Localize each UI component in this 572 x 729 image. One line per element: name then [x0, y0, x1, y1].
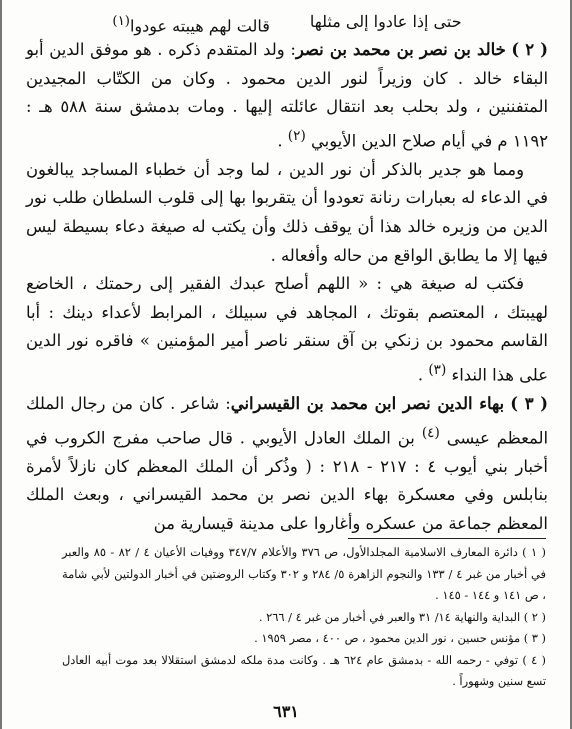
entry-text: : ولد المتقدم ذكره . هو موفق الدين أبو البقاء خالد . كان وزيراً لنور الدين محمود . وكان من الكتّاب المجيدين المتفننين ، ولد بحلب بعد انتقال عائلته إليها . ومات بدمشق سنة ٥٨٨ هـ : ١١٩٢ م في أيام صلاح الدين الأيوبي: [26, 40, 549, 151]
entry-text: : شاعر . كان من رجال الملك المعظم عيسى: [26, 394, 549, 448]
prayer-text: « اللهم أصلح عبدك الفقير إلى رحمتك ، الخاضع لهيبتك ، المعتصم بقوتك ، المجاهد في سبيلك ، المرابط لأعداء دينك : أبا القاسم محمود بن زنكي بن آق سنقر ناصر أمير المؤمنين » فاقره نور الدين على هذا النداء: [26, 274, 548, 385]
footnote-ref: (٤): [421, 424, 440, 441]
prayer-intro: فكتب له صيغة هي :: [376, 274, 525, 294]
entry-3-paragraph: [26, 390, 548, 538]
anecdote-paragraph: ومما هو جدير بالذكر أن نور الدين ، لما وجد أن خطباء المساجد يبالغون في الدعاء له بعبارات رنانة تعودوا أن يتقربوا بها إلى قلوب السلطان طلب نور الدين من وزيره خالد هذا أن يوقف ذلك وأن يكتب له صيغة دعاء بسيطة ليس فيها إلا ما يطابق الواقع من حاله وأفعاله .: [26, 159, 548, 265]
entry-name: خالد بن نصر بن محمد بن نصر: [295, 40, 506, 59]
entry-name: بهاء الدين نصر ابن محمد بن القيسراني: [230, 394, 505, 414]
verse-hemistich-2: قالت لهم هيبته عودوا$^{(١)}$: [112, 14, 270, 36]
footnote-ref: (٢): [287, 127, 306, 144]
entry-text-continued: بن الملك العادل الأيوبي . قال صاحب مفرج الكروب في أخبار بني أيوب ٤ : ٢١٧ - ٢١٨ : ( وذُكر أن الملك المعظم كان نازلاً لأمرة بنابلس وفي معسكرة بهاء الدين نصر بن محمد القيسراني ، وبعث الملك المعظم جماعة من عسكره وأغاروا على مدينة قيسارية من: [26, 428, 548, 533]
main-text: [26, 8, 548, 539]
footnote-ref: (٣): [428, 362, 447, 378]
footnotes: [62, 542, 546, 693]
footnote-2: ( ٢ ) البداية والنهاية ١٤/ ٣١ والعبر في أخبار من غبر ٤ / ٢٦٦ .: [258, 609, 546, 624]
poem-verse: [26, 8, 548, 36]
prayer-paragraph: [26, 270, 548, 390]
page-number: ٦٣١: [273, 702, 299, 721]
footnote-ref: (١): [112, 14, 130, 29]
entry-2-paragraph: [26, 36, 548, 156]
footnote-3: ( ٣ ) مؤنس حسين ، نور الدين محمود ، ص ٤٠٠ ، مصر ١٩٥٩ .: [254, 631, 546, 645]
footnote-1: ( ١ ) دائرة المعارف الاسلامية المجلدالأول، ص ٣٧٦ والأعلام ٣٤٧/٧ ووفيات الأعيان ٤ / ٨٢ - ٨٥ والعبر في أخبار من غبر ٤ / ١٣٣ والنجوم الزاهرة ٥/ ٢٨٤ و ٣٠٢ وكتاب الروضتين في أخبار الدولتين لأبي شامة ، ص ١٤١ و ١٤٤ - ١٤٥ .: [62, 545, 546, 602]
prayer-closing: .: [417, 365, 424, 385]
footnote-4: ( ٤ ) توفي - رحمه الله - بدمشق عام ٦٢٤ هـ . وكانت مدة ملكه لدمشق استقلالا بعد موت أبيه العادل تسع سنين وشهوراً .: [62, 652, 546, 688]
entry-number: ( ٣ ): [510, 394, 548, 414]
entry-number: ( ٢ ): [511, 40, 549, 59]
footnote-separator: [348, 538, 546, 539]
verse-hemistich-1: حتى إذا عادوا إلى مثلها: [309, 12, 462, 31]
entry-closing: .: [277, 131, 283, 151]
